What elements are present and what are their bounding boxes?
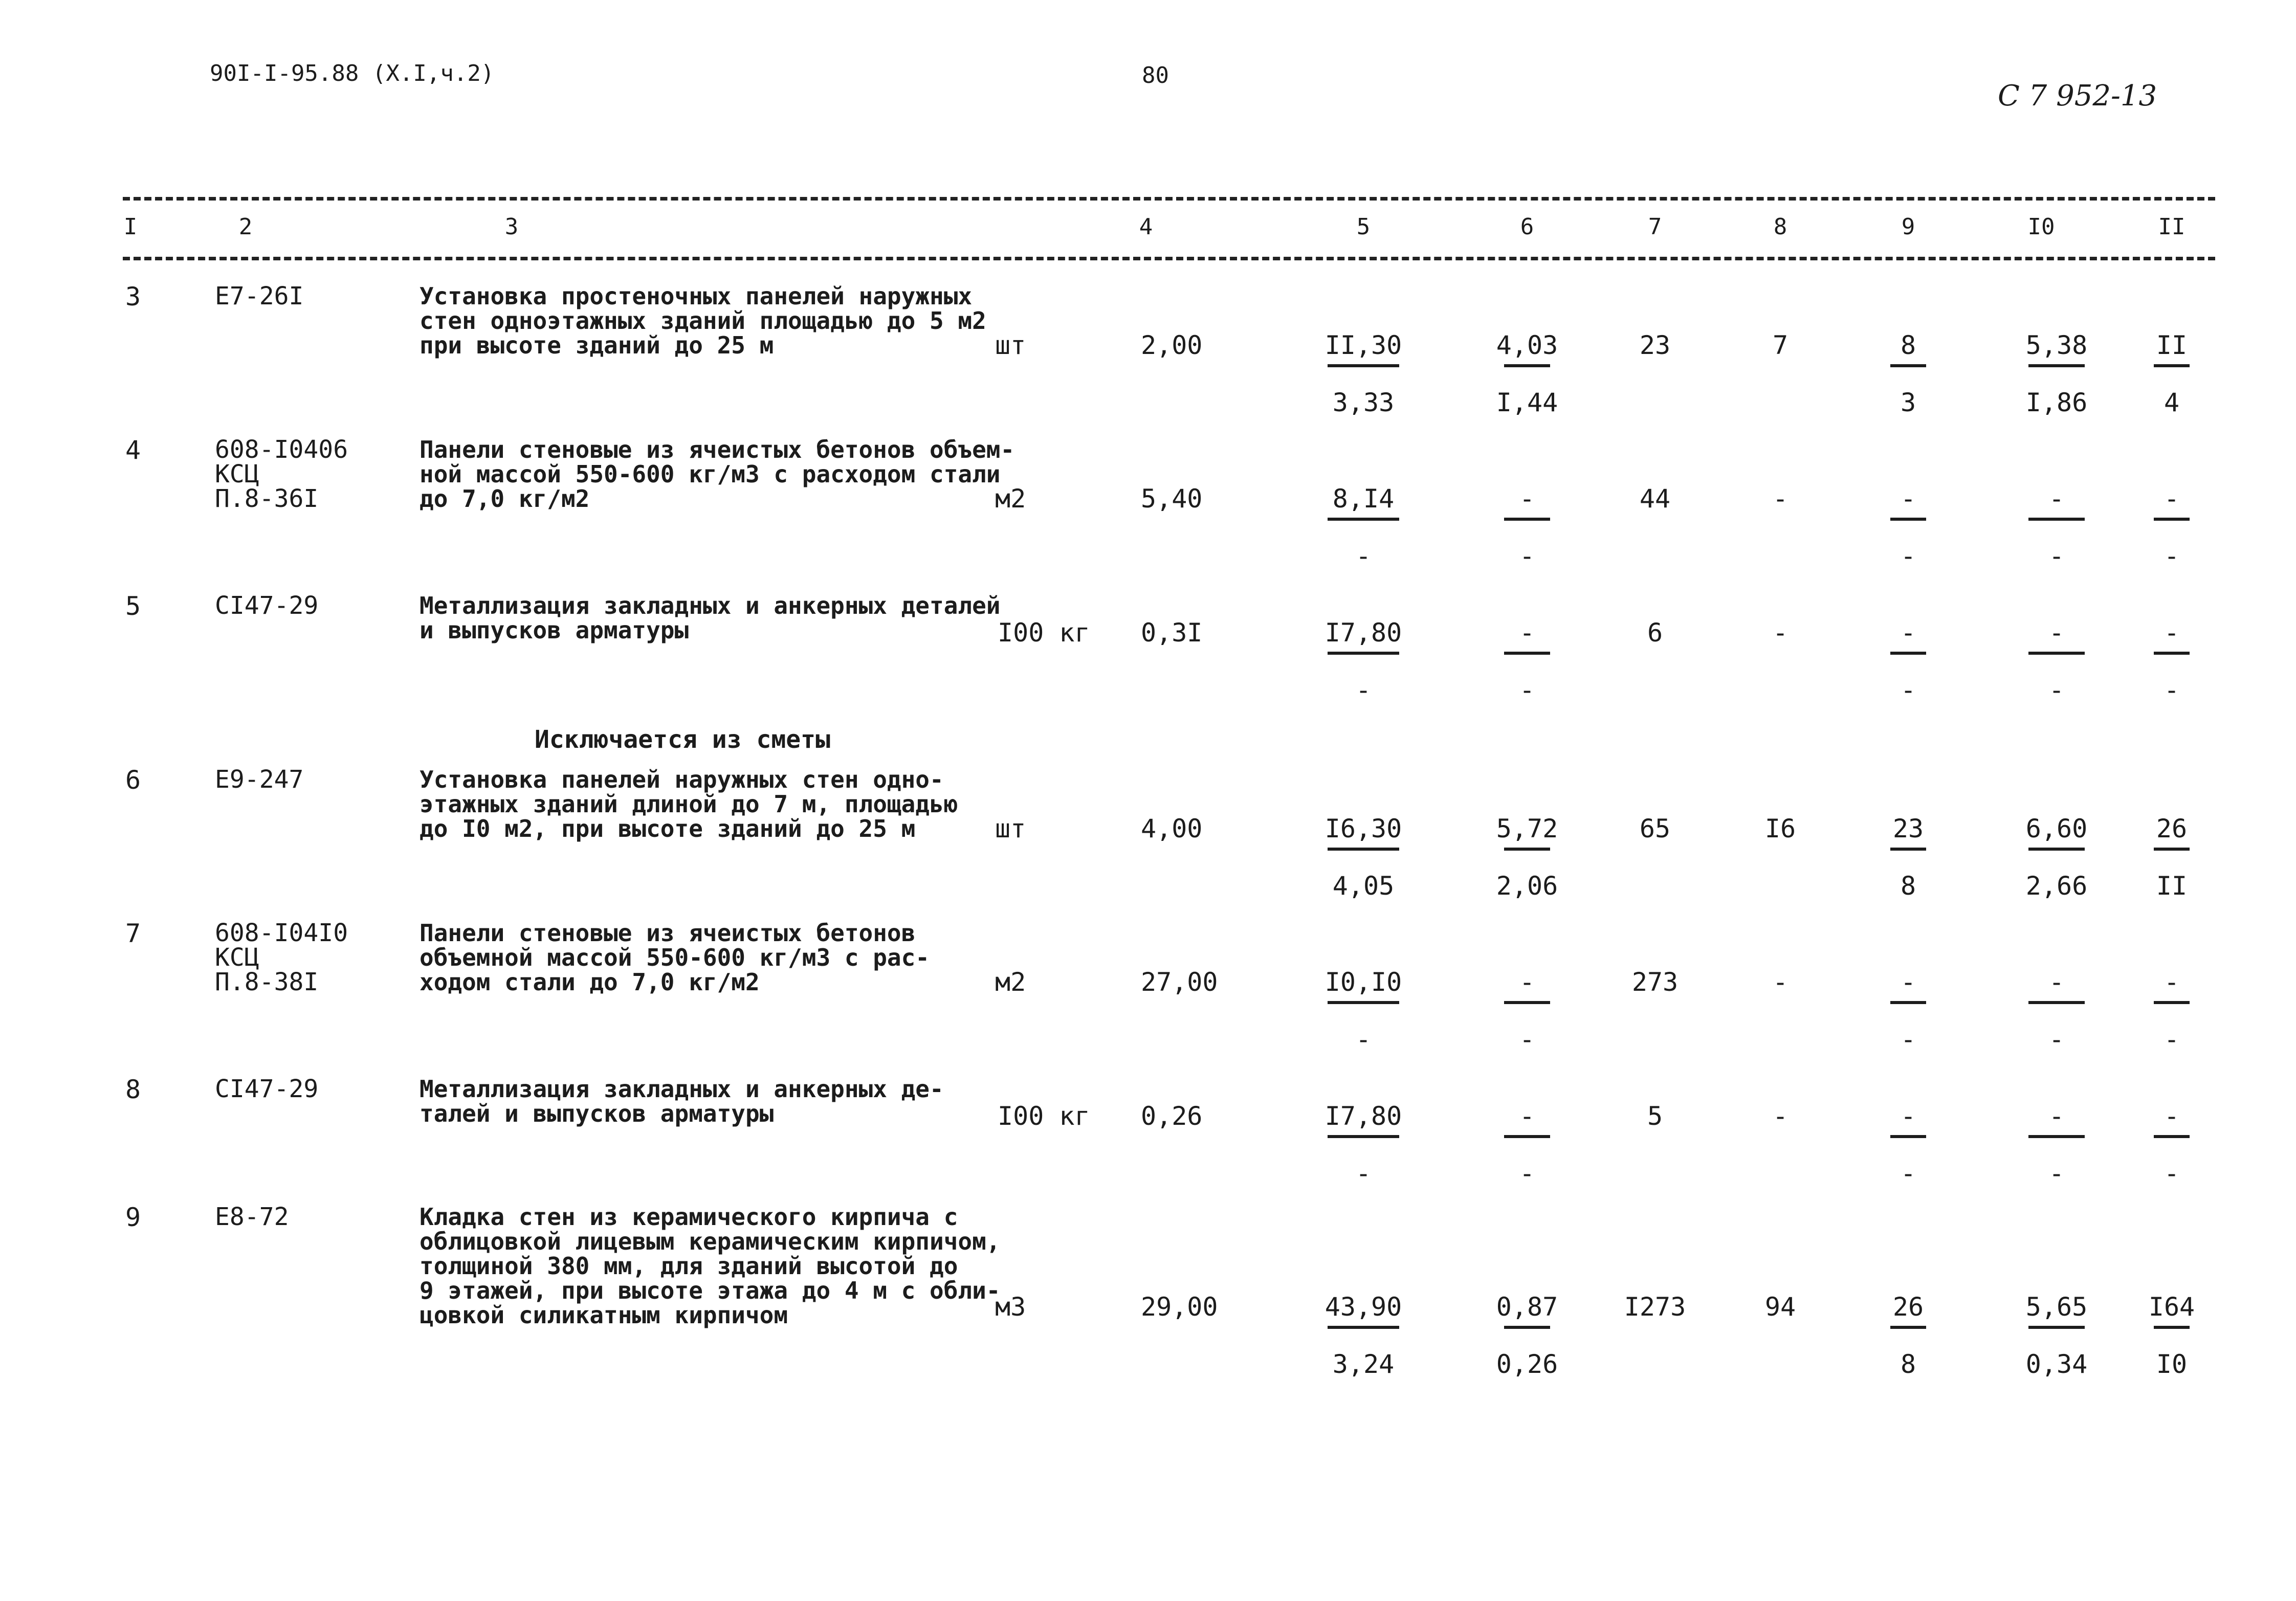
value-c9-top: -	[1900, 967, 1916, 997]
value-c6-top: 0,87	[1496, 1292, 1558, 1322]
fraction-rule	[1504, 1001, 1550, 1004]
value-c11-top: -	[2163, 484, 2180, 514]
row-number: 4	[125, 435, 141, 465]
value-c5-top: 8,I4	[1332, 484, 1395, 514]
value-c8: -	[1772, 484, 1789, 514]
fraction-rule	[2154, 1001, 2190, 1004]
value-c9-top: -	[1900, 1101, 1916, 1131]
fraction-rule	[1890, 1001, 1926, 1004]
fraction-rule	[1890, 652, 1926, 655]
value-c11-bottom: -	[2163, 1025, 2180, 1054]
row-number: 7	[125, 919, 141, 948]
value-c5-top: II,30	[1324, 330, 1402, 360]
fraction-rule	[1328, 848, 1399, 851]
value-c5-bottom: -	[1355, 675, 1372, 705]
value-c5-top: I0,I0	[1324, 967, 1402, 997]
fraction-rule	[2154, 518, 2190, 521]
fraction-rule	[2154, 364, 2190, 367]
value-c5-top: 43,90	[1324, 1292, 1402, 1322]
unit: м2	[995, 484, 1026, 514]
work-description: Панели стеновые из ячеистых бетонов объем- ной массой 550-600 кг/м3 с расходом стали до 7,0 кг/м2	[420, 436, 1015, 513]
resource-code: E8-72	[215, 1203, 289, 1231]
value-c5-bottom: -	[1355, 1025, 1372, 1054]
fraction-rule	[1328, 1326, 1399, 1329]
value-c6-top: -	[1519, 484, 1535, 514]
fraction-rule	[2154, 652, 2190, 655]
work-description: Металлизация закладных и анкерных де- талей и выпусков арматуры	[420, 1075, 944, 1127]
value-c9-top: -	[1900, 618, 1916, 648]
work-description: Металлизация закладных и анкерных деталей и выпусков арматуры	[420, 592, 1001, 644]
column-header-11: II	[2158, 214, 2185, 240]
value-c10-top: -	[2048, 1101, 2065, 1131]
value-c10-top: 5,65	[2025, 1292, 2088, 1322]
value-c11-bottom: -	[2163, 541, 2180, 571]
row-number: 8	[125, 1075, 141, 1104]
column-header-5: 5	[1356, 214, 1371, 240]
fraction-rule	[2028, 652, 2085, 655]
fraction-rule	[1504, 848, 1550, 851]
value-c6-top: -	[1519, 1101, 1535, 1131]
value-c9-top: 23	[1892, 814, 1924, 843]
value-c5-bottom: 3,33	[1332, 388, 1395, 417]
section-note: Исключается из сметы	[535, 725, 830, 754]
unit: I00 кг	[998, 618, 1090, 648]
document-code: 90I-I-95.88 (X.I,ч.2)	[210, 60, 495, 86]
work-description: Установка простеночных панелей наружных стен одноэтажных зданий площадью до 5 м2 при высоте зданий до 25 м	[420, 282, 986, 359]
value-c9-bottom: 8	[1900, 871, 1916, 901]
value-c11-top: -	[2163, 1101, 2180, 1131]
value-c7: 5	[1647, 1101, 1663, 1131]
value-c10-bottom: 2,66	[2025, 871, 2088, 901]
value-c10-top: -	[2048, 618, 2065, 648]
value-c10-top: 6,60	[2025, 814, 2088, 843]
row-number: 5	[125, 591, 141, 621]
quantity: 5,40	[1141, 484, 1203, 514]
value-c7: 273	[1631, 967, 1679, 997]
row-number: 6	[125, 765, 141, 795]
value-c6-bottom: 2,06	[1496, 871, 1558, 901]
value-c8: -	[1772, 1101, 1789, 1131]
value-c7: 23	[1639, 330, 1671, 360]
value-c5-top: I7,80	[1324, 1101, 1402, 1131]
value-c9-bottom: 8	[1900, 1349, 1916, 1379]
quantity: 2,00	[1141, 330, 1203, 360]
value-c11-bottom: -	[2163, 1159, 2180, 1188]
value-c11-bottom: -	[2163, 675, 2180, 705]
fraction-rule	[1890, 1326, 1926, 1329]
value-c11-top: -	[2163, 967, 2180, 997]
value-c11-top: I64	[2148, 1292, 2195, 1322]
fraction-rule	[2154, 848, 2190, 851]
resource-code: CI47-29	[215, 591, 319, 620]
unit: шт	[995, 814, 1026, 843]
value-c5-bottom: 4,05	[1332, 871, 1395, 901]
resource-code: E7-26I	[215, 282, 304, 310]
value-c7: I273	[1624, 1292, 1686, 1322]
fraction-rule	[1504, 1326, 1550, 1329]
value-c10-bottom: -	[2048, 675, 2065, 705]
value-c9-bottom: 3	[1900, 388, 1916, 417]
fraction-rule	[2154, 1135, 2190, 1138]
value-c11-bottom: I0	[2156, 1349, 2188, 1379]
header-bottom-rule	[123, 257, 2215, 260]
value-c5-bottom: -	[1355, 1159, 1372, 1188]
value-c5-top: I6,30	[1324, 814, 1402, 843]
value-c9-top: 26	[1892, 1292, 1924, 1322]
row-number: 3	[125, 282, 141, 312]
quantity: 29,00	[1141, 1292, 1218, 1322]
value-c10-bottom: 0,34	[2025, 1349, 2088, 1379]
resource-code: E9-247	[215, 765, 304, 794]
fraction-rule	[1328, 652, 1399, 655]
quantity: 0,3I	[1141, 618, 1203, 648]
header-top-rule	[123, 197, 2215, 201]
value-c6-bottom: -	[1519, 1025, 1535, 1054]
value-c11-top: -	[2163, 618, 2180, 648]
value-c10-bottom: I,86	[2025, 388, 2088, 417]
value-c8: 7	[1772, 330, 1789, 360]
value-c11-top: 26	[2156, 814, 2188, 843]
value-c10-bottom: -	[2048, 1159, 2065, 1188]
value-c7: 44	[1639, 484, 1671, 514]
page-number: 80	[1142, 62, 1169, 88]
fraction-rule	[2028, 848, 2085, 851]
value-c5-top: I7,80	[1324, 618, 1402, 648]
column-header-9: 9	[1901, 214, 1915, 240]
fraction-rule	[1890, 364, 1926, 367]
fraction-rule	[1504, 518, 1550, 521]
fraction-rule	[1890, 1135, 1926, 1138]
fraction-rule	[1328, 1135, 1399, 1138]
fraction-rule	[1328, 1001, 1399, 1004]
column-header-6: 6	[1520, 214, 1534, 240]
fraction-rule	[1890, 518, 1926, 521]
value-c6-bottom: I,44	[1496, 388, 1558, 417]
fraction-rule	[2028, 364, 2085, 367]
value-c9-top: -	[1900, 484, 1916, 514]
value-c11-top: II	[2156, 330, 2188, 360]
resource-code: 608-I04I0 КСЦ П.8-38I	[215, 919, 348, 996]
fraction-rule	[1328, 518, 1399, 521]
value-c9-top: 8	[1900, 330, 1916, 360]
value-c9-bottom: -	[1900, 675, 1916, 705]
quantity: 4,00	[1141, 814, 1203, 843]
resource-code: CI47-29	[215, 1075, 319, 1103]
unit: м2	[995, 967, 1026, 997]
value-c6-top: -	[1519, 967, 1535, 997]
fraction-rule	[1328, 364, 1399, 367]
fraction-rule	[2154, 1326, 2190, 1329]
fraction-rule	[1504, 364, 1550, 367]
fraction-rule	[2028, 1001, 2085, 1004]
value-c10-bottom: -	[2048, 1025, 2065, 1054]
value-c6-bottom: -	[1519, 541, 1535, 571]
handwritten-stamp: C 7 952-13	[1998, 79, 2157, 113]
unit: I00 кг	[998, 1101, 1090, 1131]
column-header-8: 8	[1773, 214, 1787, 240]
value-c9-bottom: -	[1900, 541, 1916, 571]
resource-code: 608-I0406 КСЦ П.8-36I	[215, 435, 348, 513]
value-c10-top: -	[2048, 967, 2065, 997]
value-c8: 94	[1764, 1292, 1796, 1322]
value-c6-top: 5,72	[1496, 814, 1558, 843]
value-c10-top: 5,38	[2025, 330, 2088, 360]
column-header-4: 4	[1139, 214, 1153, 240]
column-header-1: I	[123, 214, 138, 240]
value-c6-top: -	[1519, 618, 1535, 648]
column-header-7: 7	[1648, 214, 1662, 240]
value-c8: I6	[1764, 814, 1796, 843]
value-c8: -	[1772, 618, 1789, 648]
fraction-rule	[2028, 1326, 2085, 1329]
work-description: Кладка стен из керамического кирпича с облицовкой лицевым керамическим кирпичом, толщиной 380 мм, для зданий высотой до 9 этажей, при высоте этажа до 4 м с обли- цовкой силикатным кирпичом	[420, 1203, 1001, 1329]
quantity: 0,26	[1141, 1101, 1203, 1131]
value-c6-top: 4,03	[1496, 330, 1558, 360]
value-c7: 6	[1647, 618, 1663, 648]
unit: шт	[995, 330, 1026, 360]
value-c9-bottom: -	[1900, 1025, 1916, 1054]
value-c11-bottom: II	[2156, 871, 2188, 901]
value-c6-bottom: 0,26	[1496, 1349, 1558, 1379]
fraction-rule	[1890, 848, 1926, 851]
work-description: Панели стеновые из ячеистых бетонов объемной массой 550-600 кг/м3 с рас- ходом стали до 7,0 кг/м2	[420, 919, 930, 996]
value-c10-bottom: -	[2048, 541, 2065, 571]
quantity: 27,00	[1141, 967, 1218, 997]
value-c11-bottom: 4	[2163, 388, 2180, 417]
value-c5-bottom: 3,24	[1332, 1349, 1395, 1379]
value-c6-bottom: -	[1519, 1159, 1535, 1188]
column-header-10: I0	[2027, 214, 2055, 240]
value-c7: 65	[1639, 814, 1671, 843]
fraction-rule	[1504, 652, 1550, 655]
value-c10-top: -	[2048, 484, 2065, 514]
column-header-2: 2	[238, 214, 253, 240]
fraction-rule	[2028, 518, 2085, 521]
work-description: Установка панелей наружных стен одно- этажных зданий длиной до 7 м, площадью до I0 м2, при высоте зданий до 25 м	[420, 766, 958, 842]
fraction-rule	[1504, 1135, 1550, 1138]
value-c6-bottom: -	[1519, 675, 1535, 705]
unit: м3	[995, 1292, 1026, 1322]
value-c5-bottom: -	[1355, 541, 1372, 571]
column-header-3: 3	[504, 214, 519, 240]
fraction-rule	[2028, 1135, 2085, 1138]
value-c8: -	[1772, 967, 1789, 997]
row-number: 9	[125, 1203, 141, 1232]
value-c9-bottom: -	[1900, 1159, 1916, 1188]
